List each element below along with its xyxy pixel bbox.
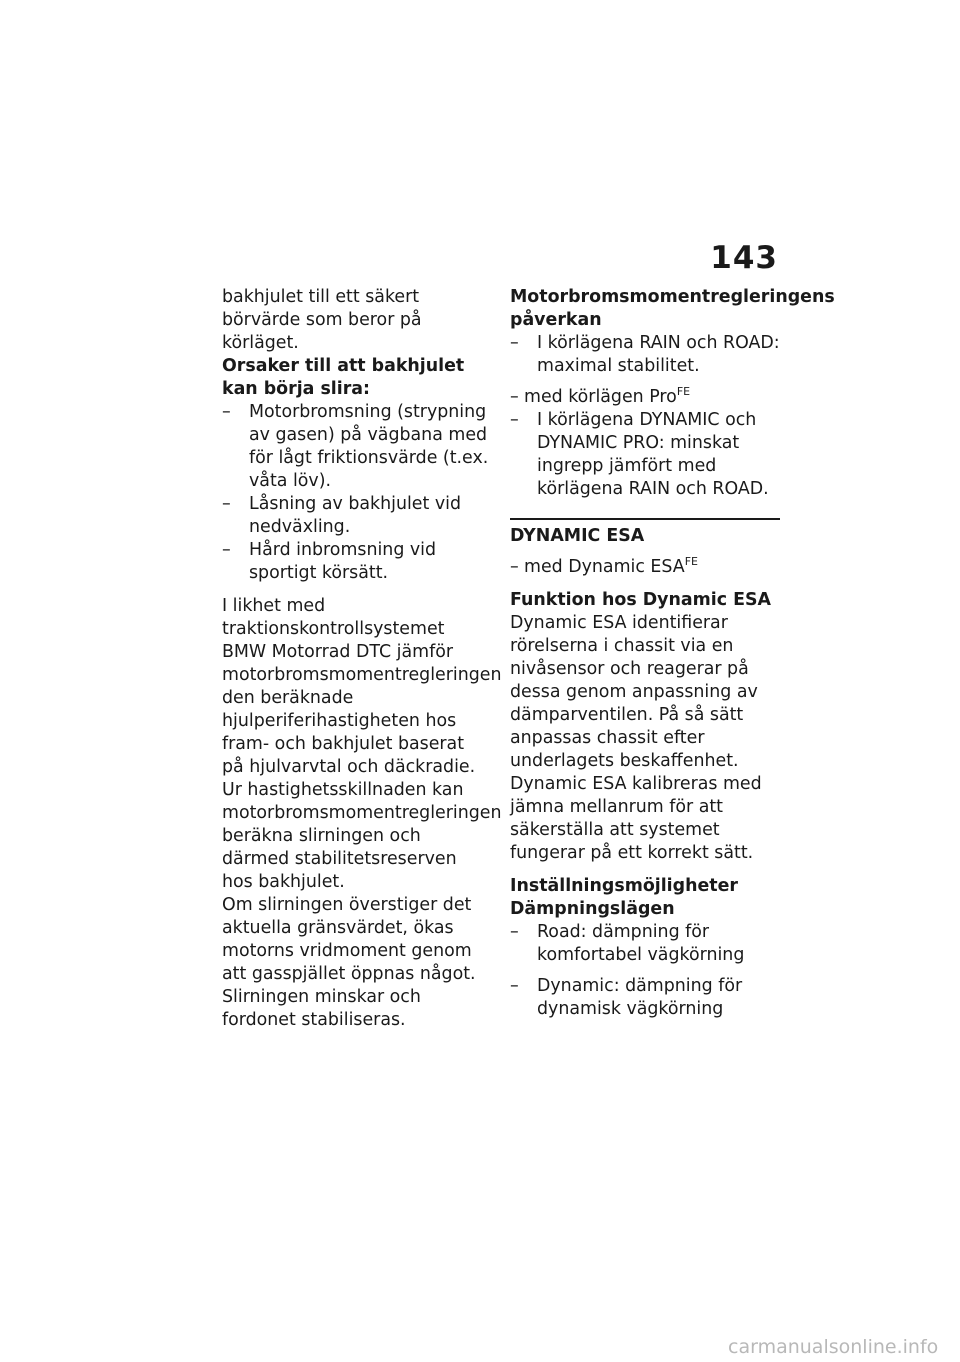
effect-heading: Motorbromsmomentregleringens påverkan	[510, 287, 835, 330]
left-column	[222, 286, 502, 1032]
dash-marker: –	[510, 333, 519, 353]
function-paragraph-1: Dynamic ESA identifierar rörelserna i chassit via en nivåsensor och reagerar på dessa genom anpassning av dämparventilen. På så sätt anpassas chassit efter underlagets beskaffenhet.	[510, 613, 758, 771]
paragraph-slip: Om slirningen överstiger det aktuella gränsvärdet, ökas motorns vridmoment genom att gasspjället öppnas något. Slirningen minskar och fordonet stabiliseras.	[222, 895, 476, 1030]
optional-equipment-marker: FE	[676, 385, 691, 398]
optional-equipment-marker: FE	[684, 555, 698, 568]
page-number: 143	[710, 240, 778, 276]
list-item-option: – med Dynamic $ESA^{FE}$	[510, 555, 698, 577]
dash-marker: –	[510, 557, 519, 577]
list-item: – Motorbromsning (strypning av gasen) på vägbana med för lågt friktionsvärde (t.ex. våta löv).	[222, 402, 489, 491]
dash-marker: –	[222, 402, 231, 422]
damping-heading: Dämpningslägen	[510, 899, 675, 919]
settings-heading: Inställningsmöjligheter	[510, 876, 738, 896]
list-item: – Låsning av bakhjulet vid nedväxling.	[222, 494, 462, 537]
list-item: – I körlägena RAIN och ROAD: maximal stabilitet.	[510, 333, 780, 376]
section-title: DYNAMIC ESA	[510, 518, 780, 548]
dash-marker: –	[510, 976, 519, 996]
paragraph-comparison: I likhet med traktionskontrollsystemet BMW Motorrad DTC jämför motorbromsmomentregleringen den beräknade hjulperiferihastigheten hos fram- och bakhjulet baserat på hjulvarvtal och däckradie. Ur hastighetsskillnaden kan motorbromsmomentregleringen beräkna slirningen och därmed stabilitetsreserven hos bakhjulet.	[222, 596, 502, 892]
list-item-option: – med körlägen Pro$^{FE}$	[510, 385, 691, 407]
list-item: – Dynamic: dämpning för dynamisk vägkörning	[510, 976, 743, 1019]
right-column	[510, 286, 835, 1021]
watermark: carmanualsonline.info	[728, 1336, 939, 1358]
dash-marker: –	[222, 540, 231, 560]
dash-marker: –	[510, 922, 519, 942]
dash-marker: –	[510, 410, 519, 430]
function-paragraph-2: Dynamic ESA kalibreras med jämna mellanrum för att säkerställa att systemet fungerar på ett korrekt sätt.	[510, 774, 762, 863]
list-item: – Hård inbromsning vid sportigt körsätt.	[222, 540, 437, 583]
list-item: – I körlägena DYNAMIC och DYNAMIC PRO: minskat ingrepp jämfört med körlägena RAIN och ROAD.	[510, 410, 769, 499]
list-item: – Road: dämpning för komfortabel vägkörning	[510, 922, 745, 965]
dash-marker: –	[222, 494, 231, 514]
function-heading: Funktion hos Dynamic ESA	[510, 590, 771, 610]
causes-heading: Orsaker till att bakhjulet kan börja slira:	[222, 356, 465, 399]
dash-marker: –	[510, 387, 519, 407]
intro-text: bakhjulet till ett säkert börvärde som beror på körläget.	[222, 287, 422, 353]
